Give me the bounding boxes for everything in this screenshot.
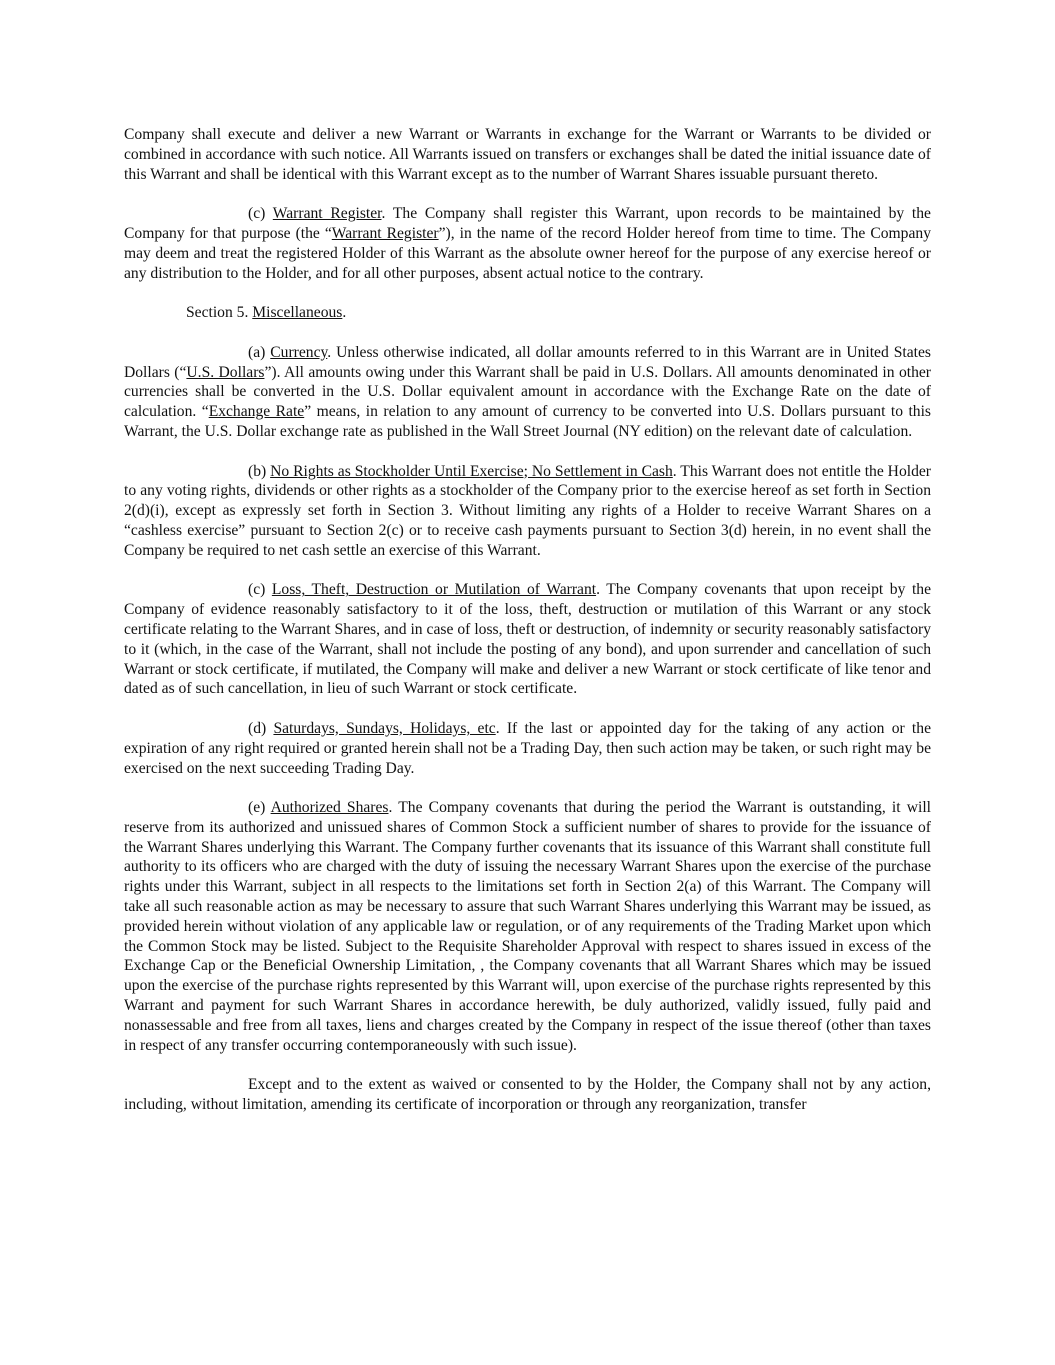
- paragraph-text: . This Warrant does not entitle the Holder to any voting rights, dividends or other rights as a stockholder of the Company prior to the exercise hereof as set forth in Section 2(d)(i), except as expressly set forth in Section 3. Without limiting any rights of a Holder to receive Warrant Shares on a “cashless exercise” pursuant to Section 2(c) or to receive cash payments pursuant to Section 3(d) herein, in no event shall the Company be required to net cash settle an exercise of this Warrant.: [124, 462, 931, 559]
- defined-term-us-dollars: U.S. Dollars: [186, 363, 265, 381]
- heading-warrant-register: Warrant Register: [272, 205, 382, 223]
- paragraph-holidays: [124, 719, 931, 778]
- heading-miscellaneous: Miscellaneous: [252, 304, 343, 322]
- paragraph-text: ”), in the name of the record Holder hereof from time to time. The Company may deem and treat the registered Holder of this Warrant as the absolute owner hereof for the purpose of any exercise hereof or any distribution to the Holder, and for all other purposes, absent actual notice to the contrary.: [124, 224, 931, 282]
- heading-loss-theft: Loss, Theft, Destruction or Mutilation of Warrant: [271, 581, 597, 599]
- clause-label: (c): [248, 205, 273, 223]
- heading-currency: Currency: [270, 343, 328, 361]
- defined-term-exchange-rate: Exchange Rate: [208, 403, 305, 421]
- paragraph-loss-theft: [124, 580, 931, 699]
- paragraph-text: . The Company shall register this Warrant, upon records to be maintained by the Company for that purpose (the “: [124, 205, 931, 242]
- paragraph-currency: [124, 343, 931, 442]
- paragraph-text: Except and to the extent as waived or consented to by the Holder, the Company shall not by any action, including, without limitation, amending its certificate of incorporation or through any reorganization, transfer: [124, 1076, 931, 1114]
- heading-authorized-shares: Authorized Shares: [270, 799, 389, 817]
- paragraph-no-rights: [124, 462, 931, 561]
- paragraph-authorized-shares: [124, 798, 931, 1055]
- section-5-heading: [124, 303, 931, 323]
- paragraph-warrant-exchange: [124, 125, 931, 184]
- paragraph-text: . If the last or appointed day for the taking of any action or the expiration of any right required or granted herein shall not be a Trading Day, then such action may be taken, or such right may be exercised on the next succeeding Trading Day.: [124, 719, 931, 777]
- paragraph-text: ”). All amounts owing under this Warrant shall be paid in U.S. Dollars. All amounts denominated in other currencies shall be converted in the U.S. Dollar equivalent amount in accordance with the Exchange Rate on the date of calculation. “: [124, 363, 931, 421]
- paragraph-text: . The Company covenants that upon receipt by the Company of evidence reasonably satisfactory to it of the loss, theft, destruction or mutilation of this Warrant or any stock certificate relating to the Warrant Shares, and in case of loss, theft or destruction, of indemnity or security reasonably satisfactory to it (which, in the case of the Warrant, shall not include the posting of any bond), and upon surrender and cancellation of such Warrant or stock certificate, if mutilated, the Company will make and deliver a new Warrant or stock certificate of like tenor and dated as of such cancellation, in lieu of such Warrant or stock certificate.: [124, 581, 932, 698]
- heading-no-rights: No Rights as Stockholder Until Exercise; No Settlement in Cash: [270, 462, 673, 480]
- clause-label: (a): [248, 343, 271, 361]
- paragraph-except: [124, 1075, 931, 1115]
- clause-label: (e): [248, 799, 271, 817]
- paragraph-text: ” means, in relation to any amount of currency to be converted into U.S. Dollars pursuant to this Warrant, the U.S. Dollar exchange rate as published in the Wall Street Journal (NY edition) on the relevant date of calculation.: [124, 403, 931, 440]
- clause-label: (d): [248, 719, 274, 737]
- defined-term-warrant-register: Warrant Register: [331, 224, 439, 242]
- section-label: Section 5.: [186, 304, 253, 322]
- paragraph-text: . The Company covenants that during the period the Warrant is outstanding, it will reserve from its authorized and unissued shares of Common Stock a sufficient number of shares to provide for the issuance of the Warrant Shares underlying this Warrant. The Company further covenants that its issuance of this Warrant shall constitute full authority to its officers who are charged with the duty of issuing the necessary Warrant Shares upon the exercise of the purchase rights under this Warrant, subject in all respects to the limitations set forth in Section 2(a) of this Warrant. The Company will take all such reasonable action as may be necessary to assure that such Warrant Shares underlying this Warrant may be issued, as provided herein without violation of any applicable law or regulation, or of any requirements of the Trading Market upon which the Common Stock may be listed. Subject to the Requisite Shareholder Approval with respect to shares issued in excess of the Exchange Cap or the Beneficial Ownership Limitation, , the Company covenants that all Warrant Shares which may be issued upon the exercise of the purchase rights represented by this Warrant will, upon exercise of the purchase rights represented by this Warrant and payment for such Warrant Shares in accordance herewith, be duly authorized, validly issued, fully paid and nonassessable and free from all taxes, liens and charges created by the Company in respect of the issue thereof (other than taxes in respect of any transfer occurring contemporaneously with such issue).: [124, 799, 931, 1054]
- clause-label: (c): [248, 581, 272, 599]
- document-page: [124, 125, 931, 1135]
- heading-holidays: Saturdays, Sundays, Holidays, etc: [273, 719, 496, 737]
- paragraph-text: . Unless otherwise indicated, all dollar amounts referred to in this Warrant are in United States Dollars (“: [124, 343, 931, 381]
- clause-label: (b): [248, 462, 271, 480]
- paragraph-text: Company shall execute and deliver a new Warrant or Warrants in exchange for the Warrant or Warrants to be divided or combined in accordance with such notice. All Warrants issued on transfers or exchanges shall be dated the initial issuance date of this Warrant and shall be identical with this Warrant except as to the number of Warrant Shares issuable pursuant thereto.: [124, 126, 931, 183]
- paragraph-warrant-register: [124, 204, 931, 283]
- punctuation: .: [342, 304, 347, 322]
